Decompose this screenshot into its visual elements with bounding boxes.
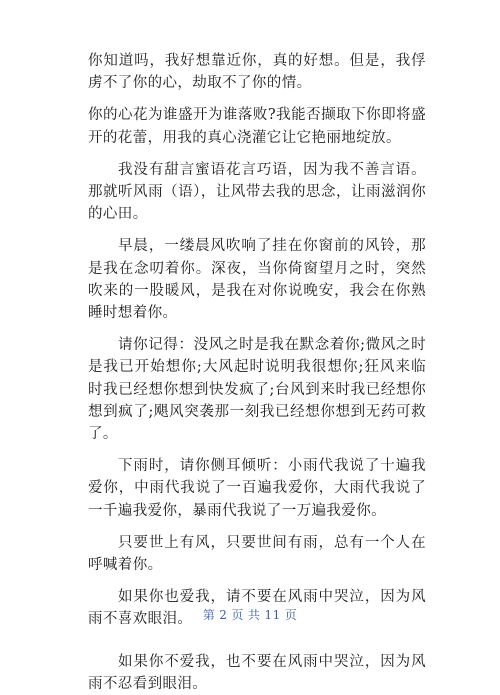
paragraph-9: 如果你不爱我，也不要在风雨中哭泣，因为风雨不忍看到眼泪。: [88, 653, 426, 692]
paragraph-4: 早晨，一缕晨风吹响了挂在你窗前的风铃，那是我在念叨着你。深夜，当你倚窗望月之时，突然吹来的一股暖风，是我在对你说晚安，我会在你熟睡时想着你。: [88, 238, 426, 322]
paragraph-5: 请你记得：没风之时是我在默念着你;微风之时是我已开始想你;大风起时说明我很想你;狂风来临时我已经想你想到快发疯了;台风到来时我已经想你想到疯了;飓风突袭那一刻我已经想你想到无药可救了。: [88, 337, 426, 443]
paragraph-1: 你知道吗，我好想靠近你，真的好想。但是，我俘虏不了你的心，劫取不了你的情。: [88, 53, 426, 92]
paragraph-3: 我没有甜言蜜语花言巧语，因为我不善言语。那就听风雨（语），让风带去我的思念，让雨滋润你的心田。: [88, 161, 426, 223]
document-body: [88, 50, 426, 695]
page-label-suffix: 页: [284, 608, 298, 622]
total-label: 共: [247, 608, 261, 622]
paragraph-7: 只要世上有风，只要世间有雨，总有一个人在呼喊着你。: [88, 534, 426, 574]
page-label-prefix: 第: [202, 608, 216, 622]
page-number-footer: [0, 606, 500, 623]
page-label-mid: 页: [231, 608, 244, 622]
paragraph-8: 如果你也爱我，请不要在风雨中哭泣，因为风雨不喜欢眼泪。: [88, 589, 426, 628]
current-page-number: 2: [219, 608, 228, 622]
total-pages-number: 11: [264, 608, 281, 622]
paragraph-6: 下雨时，请你侧耳倾听：小雨代我说了十遍我爱你，中雨代我说了一百遍我爱你，大雨代我说了一千遍我爱你，暴雨代我说了一万遍我爱你。: [88, 458, 426, 519]
paragraph-2: 你的心花为谁盛开为谁落败?我能否撷取下你即将盛开的花蕾，用我的真心浇灌它让它艳丽地绽放。: [88, 107, 426, 146]
